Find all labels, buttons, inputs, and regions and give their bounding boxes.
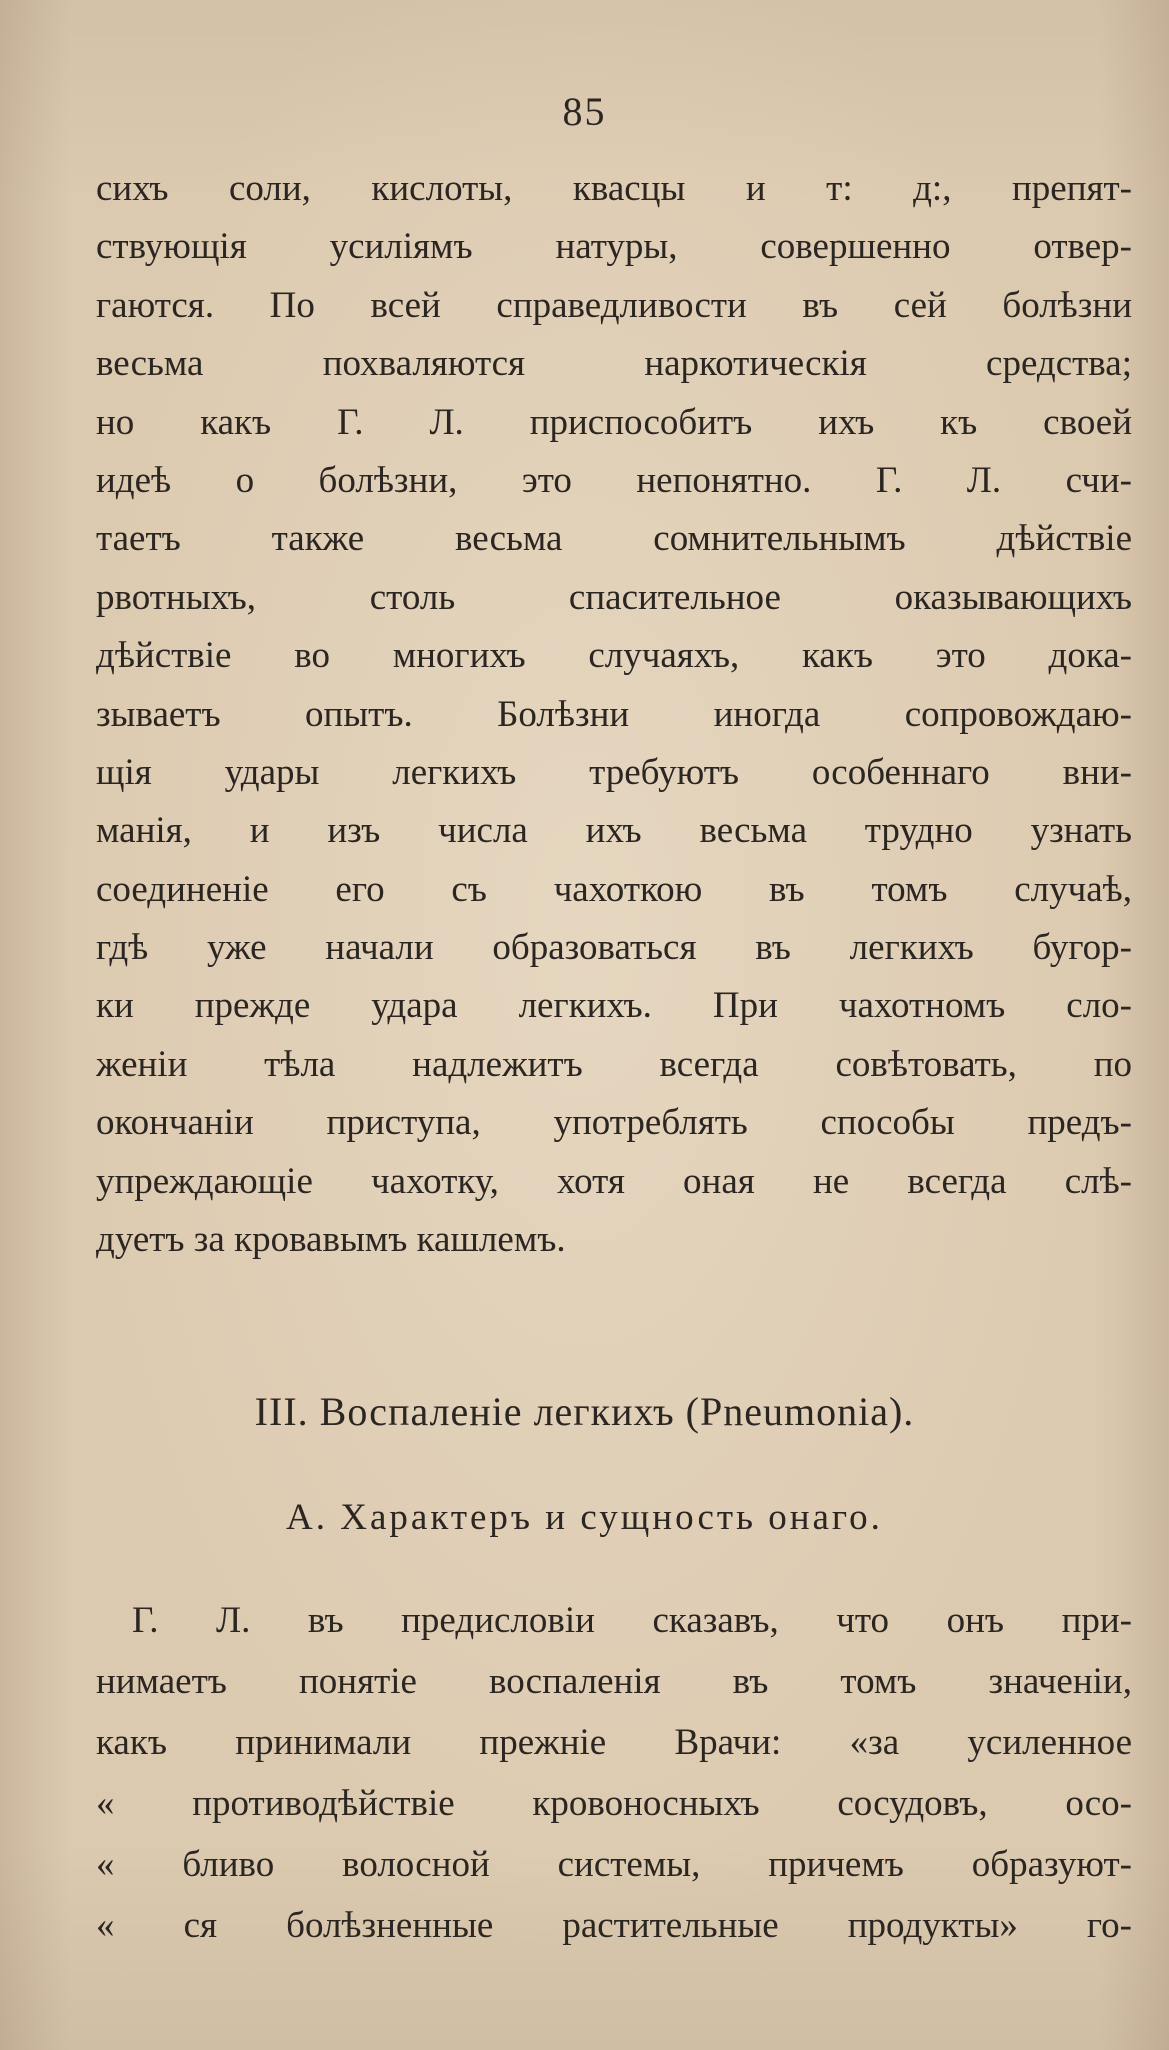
text-line: сихъ соли, кислоты, квасцы и т: д:, препят- xyxy=(96,168,1132,209)
text-line: ки прежде удара легкихъ. При чахотномъ сло- xyxy=(96,985,1132,1027)
text-line: окончаніи приступа, употреблять способы предъ- xyxy=(96,1102,1132,1144)
text-line: нимаетъ понятіе воспаленія въ томъ значеніи, xyxy=(96,1661,1132,1702)
text-line: идеѣ о болѣзни, это непонятно. Г. Л. счи- xyxy=(96,459,1132,501)
text-line: « бливо волосной системы, причемъ образуют- xyxy=(96,1844,1132,1885)
text-line: рвотныхъ, столь спасительное оказывающихъ xyxy=(96,576,1132,618)
text-line: манія, и изъ числа ихъ весьма трудно узнать xyxy=(96,810,1132,852)
text-line: щія удары легкихъ требуютъ особеннаго вни- xyxy=(96,751,1132,793)
text-line: весьма похваляются наркотическія средства; xyxy=(96,343,1132,385)
section-heading: III. Воспаленіе легкихъ (Pneumonia). xyxy=(254,1389,915,1434)
text-line: женіи тѣла надлежитъ всегда совѣтовать, по xyxy=(96,1043,1132,1085)
text-line: ствующія усиліямъ натуры, совершенно отвер- xyxy=(96,226,1132,268)
section-subheading: А. Характеръ и сущность онаго. xyxy=(286,1497,883,1538)
text-line: « противодѣйствіе кровоносныхъ сосудовъ, осо- xyxy=(96,1783,1132,1824)
text-line: Г. Л. въ предисловіи сказавъ, что онъ при- xyxy=(132,1600,1132,1641)
text-line: дуетъ за кровавымъ кашлемъ. xyxy=(96,1219,566,1261)
text-line: гдѣ уже начали образоваться въ легкихъ бугор- xyxy=(96,927,1132,969)
text-line: « ся болѣзненные растительные продукты» го- xyxy=(96,1905,1132,1946)
text-line: но какъ Г. Л. приспособитъ ихъ къ своей xyxy=(96,401,1132,443)
paragraph-2 xyxy=(96,1590,1132,1956)
text-line: какъ принимали прежніе Врачи: «за усиленное xyxy=(96,1722,1132,1763)
text-line: гаются. По всей справедливости въ сей болѣзни xyxy=(96,284,1132,326)
text-line: зываетъ опытъ. Болѣзни иногда сопровождаю- xyxy=(96,693,1132,735)
paragraph-1 xyxy=(96,160,1132,1269)
text-line: соединеніе его съ чахоткою въ томъ случаѣ, xyxy=(96,868,1132,910)
text-line: упреждающіе чахотку, хотя оная не всегда слѣ- xyxy=(96,1160,1132,1202)
page-number: 85 xyxy=(562,89,607,134)
text-line: дѣйствіе во многихъ случаяхъ, какъ это дока- xyxy=(96,635,1132,677)
text-line: таетъ также весьма сомнительнымъ дѣйствіе xyxy=(96,518,1132,560)
